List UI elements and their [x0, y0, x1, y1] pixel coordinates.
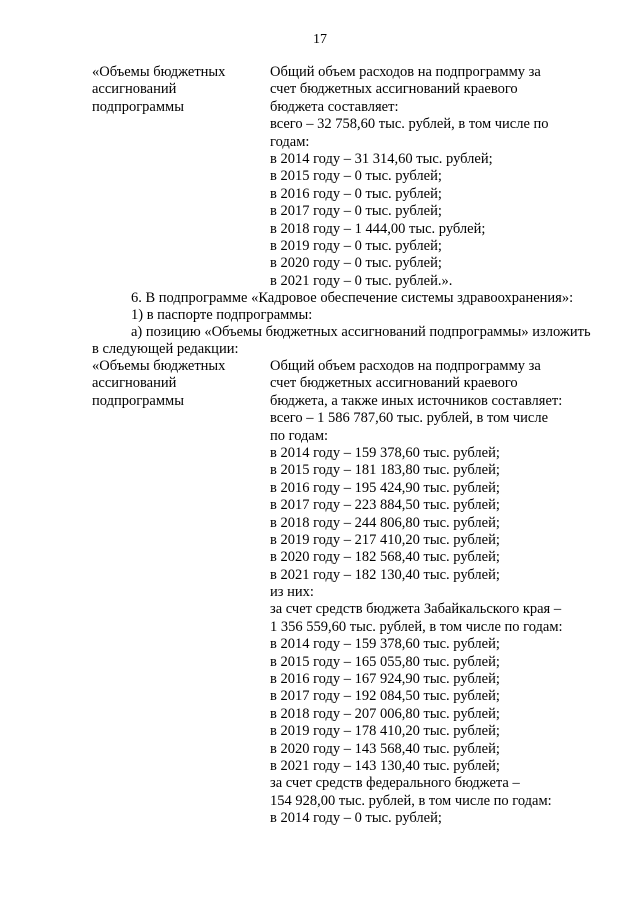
text-line: в 2016 году – 167 924,90 тыс. рублей;	[270, 671, 500, 688]
label-line: подпрограммы	[92, 392, 184, 409]
text-line: в 2016 году – 195 424,90 тыс. рублей;	[270, 479, 500, 496]
text-line: в 2018 году – 207 006,80 тыс. рублей;	[270, 705, 500, 722]
text-line: всего – 32 758,60 тыс. рублей, в том числе по	[270, 116, 549, 133]
paragraph-passport: 1) в паспорте подпрограммы:	[131, 307, 313, 323]
text-line: счет бюджетных ассигнований краевого	[270, 375, 518, 392]
budget-block-2	[0, 358, 640, 838]
budget-block-2-label	[92, 358, 267, 410]
text-line: 1 356 559,60 тыс. рублей, в том числе по годам:	[270, 618, 563, 635]
budget-block-2-text	[270, 358, 600, 828]
label-line: «Объемы бюджетных	[92, 64, 226, 80]
text-line: в 2017 году – 0 тыс. рублей;	[270, 203, 442, 220]
text-line: счет бюджетных ассигнований краевого	[270, 81, 518, 98]
page-number: 17	[313, 32, 327, 47]
text-line: в 2015 году – 165 055,80 тыс. рублей;	[270, 653, 500, 670]
text-line: Общий объем расходов на подпрограмму за	[270, 358, 541, 374]
text-line: бюджета составляет:	[270, 98, 399, 115]
text-line: в 2020 году – 0 тыс. рублей;	[270, 255, 442, 272]
text-line: в 2019 году – 178 410,20 тыс. рублей;	[270, 723, 500, 740]
text-line: в 2019 году – 217 410,20 тыс. рублей;	[270, 531, 500, 548]
text-line: в 2016 году – 0 тыс. рублей;	[270, 185, 442, 202]
text-line: в 2018 году – 1 444,00 тыс. рублей;	[270, 220, 486, 237]
text-line: в 2017 году – 223 884,50 тыс. рублей;	[270, 497, 500, 514]
text-line: в 2014 году – 159 378,60 тыс. рублей;	[270, 636, 500, 653]
text-line: Общий объем расходов на подпрограмму за	[270, 64, 541, 80]
text-line: в 2014 году – 159 378,60 тыс. рублей;	[270, 444, 500, 461]
text-line: в 2021 году – 182 130,40 тыс. рублей;	[270, 566, 500, 583]
text-line: в 2019 году – 0 тыс. рублей;	[270, 237, 442, 254]
paragraph-subprogram: 6. В подпрограмме «Кадровое обеспечение системы здравоохранения»:	[131, 290, 574, 306]
budget-block-1-label	[92, 64, 267, 116]
budget-block-1-text	[270, 64, 600, 290]
text-line: в 2017 году – 192 084,50 тыс. рублей;	[270, 688, 500, 705]
text-line: в 2014 году – 31 314,60 тыс. рублей;	[270, 150, 493, 167]
text-line: бюджета, а также иных источников составляет:	[270, 392, 563, 409]
label-line: «Объемы бюджетных	[92, 358, 226, 374]
text-line: всего – 1 586 787,60 тыс. рублей, в том числе	[270, 410, 549, 427]
text-line: за счет средств федерального бюджета –	[270, 775, 520, 792]
text-line: в 2015 году – 0 тыс. рублей;	[270, 168, 442, 185]
paragraph-position: а) позицию «Объемы бюджетных ассигнований подпрограммы» изложить	[131, 324, 591, 340]
paragraph-edition: в следующей редакции:	[92, 341, 239, 357]
text-line: в 2015 году – 181 183,80 тыс. рублей;	[270, 462, 500, 479]
text-line: в 2021 году – 143 130,40 тыс. рублей;	[270, 757, 500, 774]
text-line: в 2020 году – 143 568,40 тыс. рублей;	[270, 740, 500, 757]
label-line: подпрограммы	[92, 98, 184, 115]
label-line: ассигнований	[92, 81, 177, 98]
text-line: из них:	[270, 584, 314, 601]
budget-block-1	[0, 64, 640, 296]
text-line: 154 928,00 тыс. рублей, в том числе по годам:	[270, 792, 552, 809]
text-line: за счет средств бюджета Забайкальского края –	[270, 601, 562, 618]
text-line: годам:	[270, 133, 310, 150]
text-line: в 2018 году – 244 806,80 тыс. рублей;	[270, 514, 500, 531]
label-line: ассигнований	[92, 375, 177, 392]
text-line: в 2020 году – 182 568,40 тыс. рублей;	[270, 549, 500, 566]
text-line: в 2014 году – 0 тыс. рублей;	[270, 810, 442, 827]
text-line: в 2021 году – 0 тыс. рублей.».	[270, 272, 453, 289]
text-line: по годам:	[270, 427, 329, 444]
